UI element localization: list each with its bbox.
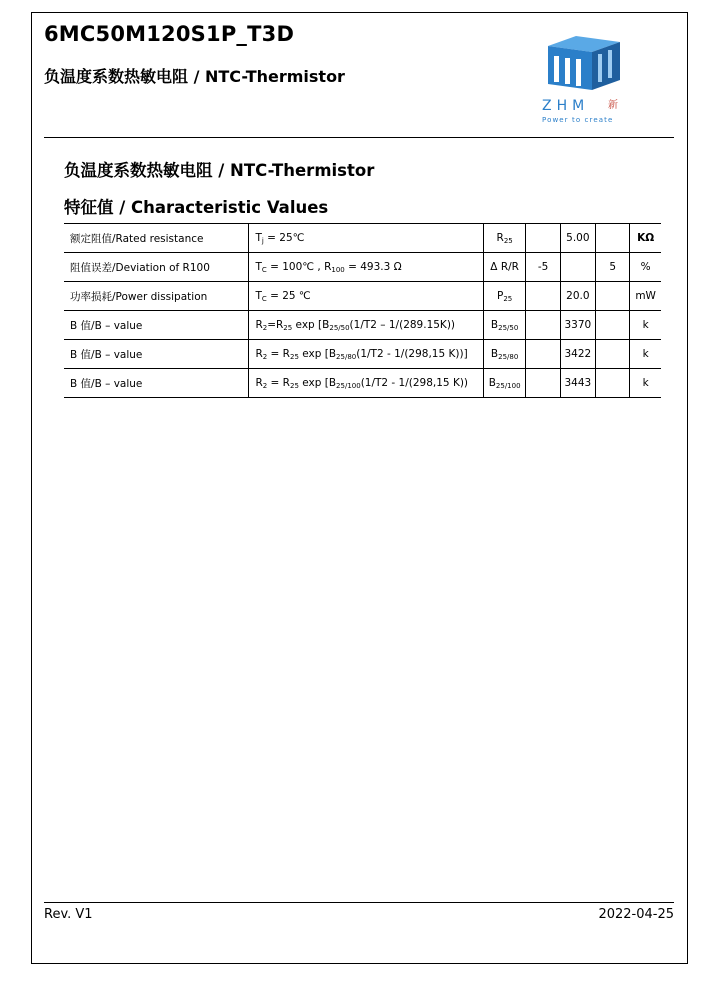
param-min bbox=[526, 340, 560, 369]
param-condition: $R_2 = R_{25}$ $\exp [B_{25/100}(1/T2 - 1/(298,15$ K)) bbox=[249, 369, 483, 398]
param-max bbox=[596, 282, 630, 311]
page-frame bbox=[31, 12, 688, 964]
param-typ: 3422 bbox=[560, 340, 595, 369]
param-description: 额定阻值/Rated resistance bbox=[64, 224, 249, 253]
param-symbol: $P_{25}$ bbox=[483, 282, 526, 311]
param-unit: k bbox=[630, 369, 661, 398]
param-min bbox=[526, 369, 560, 398]
footer-divider bbox=[44, 902, 674, 903]
param-unit: mW bbox=[630, 282, 661, 311]
table-row bbox=[64, 224, 661, 253]
company-logo bbox=[540, 32, 630, 124]
section-title-characteristics: 特征值 / Characteristic Values bbox=[64, 198, 329, 217]
release-date: 2022-04-25 bbox=[598, 907, 674, 922]
logo-mark-icon bbox=[540, 32, 630, 98]
param-description: B 值/B – value bbox=[64, 340, 249, 369]
param-condition: $R_2 = R_{25}$ $\exp [B_{25/80}(1/T2 - 1/(298,15$ K))] bbox=[249, 340, 483, 369]
table-row bbox=[64, 340, 661, 369]
param-unit: k bbox=[630, 311, 661, 340]
param-description: 功率损耗/Power dissipation bbox=[64, 282, 249, 311]
param-max bbox=[596, 224, 630, 253]
param-description: B 值/B – value bbox=[64, 311, 249, 340]
param-unit: % bbox=[630, 253, 661, 282]
param-unit: KΩ bbox=[630, 224, 661, 253]
param-typ: 5.00 bbox=[560, 224, 595, 253]
header-divider bbox=[44, 137, 674, 138]
param-description: 阻值误差/Deviation of R100 bbox=[64, 253, 249, 282]
part-number: 6MC50M120S1P_T3D bbox=[44, 22, 295, 46]
header-subtitle: 负温度系数热敏电阻 / NTC-Thermistor bbox=[44, 67, 345, 86]
logo-tagline: Power to create bbox=[542, 116, 614, 124]
param-symbol: $B_{25/80}$ bbox=[483, 340, 526, 369]
table-row bbox=[64, 253, 661, 282]
table-row bbox=[64, 369, 661, 398]
logo-letters: ZHM bbox=[542, 98, 590, 114]
param-condition: $T_j$ = 25℃ bbox=[249, 224, 483, 253]
table-row bbox=[64, 311, 661, 340]
param-min: -5 bbox=[526, 253, 560, 282]
characteristic-table bbox=[64, 223, 661, 398]
param-symbol: $B_{25/100}$ bbox=[483, 369, 526, 398]
param-condition: $T_C = 25$ ℃ bbox=[249, 282, 483, 311]
param-symbol: Δ R/R bbox=[483, 253, 526, 282]
param-max: 5 bbox=[596, 253, 630, 282]
param-symbol: $B_{25/50}$ bbox=[483, 311, 526, 340]
param-max bbox=[596, 369, 630, 398]
param-condition: $T_C$ = 100℃ , $R_{100} = 493.3$ Ω bbox=[249, 253, 483, 282]
param-typ: 20.0 bbox=[560, 282, 595, 311]
param-condition: $R_2=R_{25}$ $\exp [B_{25/50}(1/T2 - 1/(289.15K))$ bbox=[249, 311, 483, 340]
logo-seal: 新 bbox=[608, 100, 618, 111]
param-max bbox=[596, 311, 630, 340]
revision-label: Rev. V1 bbox=[44, 907, 93, 922]
param-max bbox=[596, 340, 630, 369]
section-title-ntc: 负温度系数热敏电阻 / NTC-Thermistor bbox=[64, 161, 375, 180]
param-description: B 值/B – value bbox=[64, 369, 249, 398]
param-min bbox=[526, 224, 560, 253]
param-typ: 3443 bbox=[560, 369, 595, 398]
param-typ: 3370 bbox=[560, 311, 595, 340]
param-min bbox=[526, 282, 560, 311]
param-symbol: $R_{25}$ bbox=[483, 224, 526, 253]
param-unit: k bbox=[630, 340, 661, 369]
table-row bbox=[64, 282, 661, 311]
param-min bbox=[526, 311, 560, 340]
param-typ bbox=[560, 253, 595, 282]
